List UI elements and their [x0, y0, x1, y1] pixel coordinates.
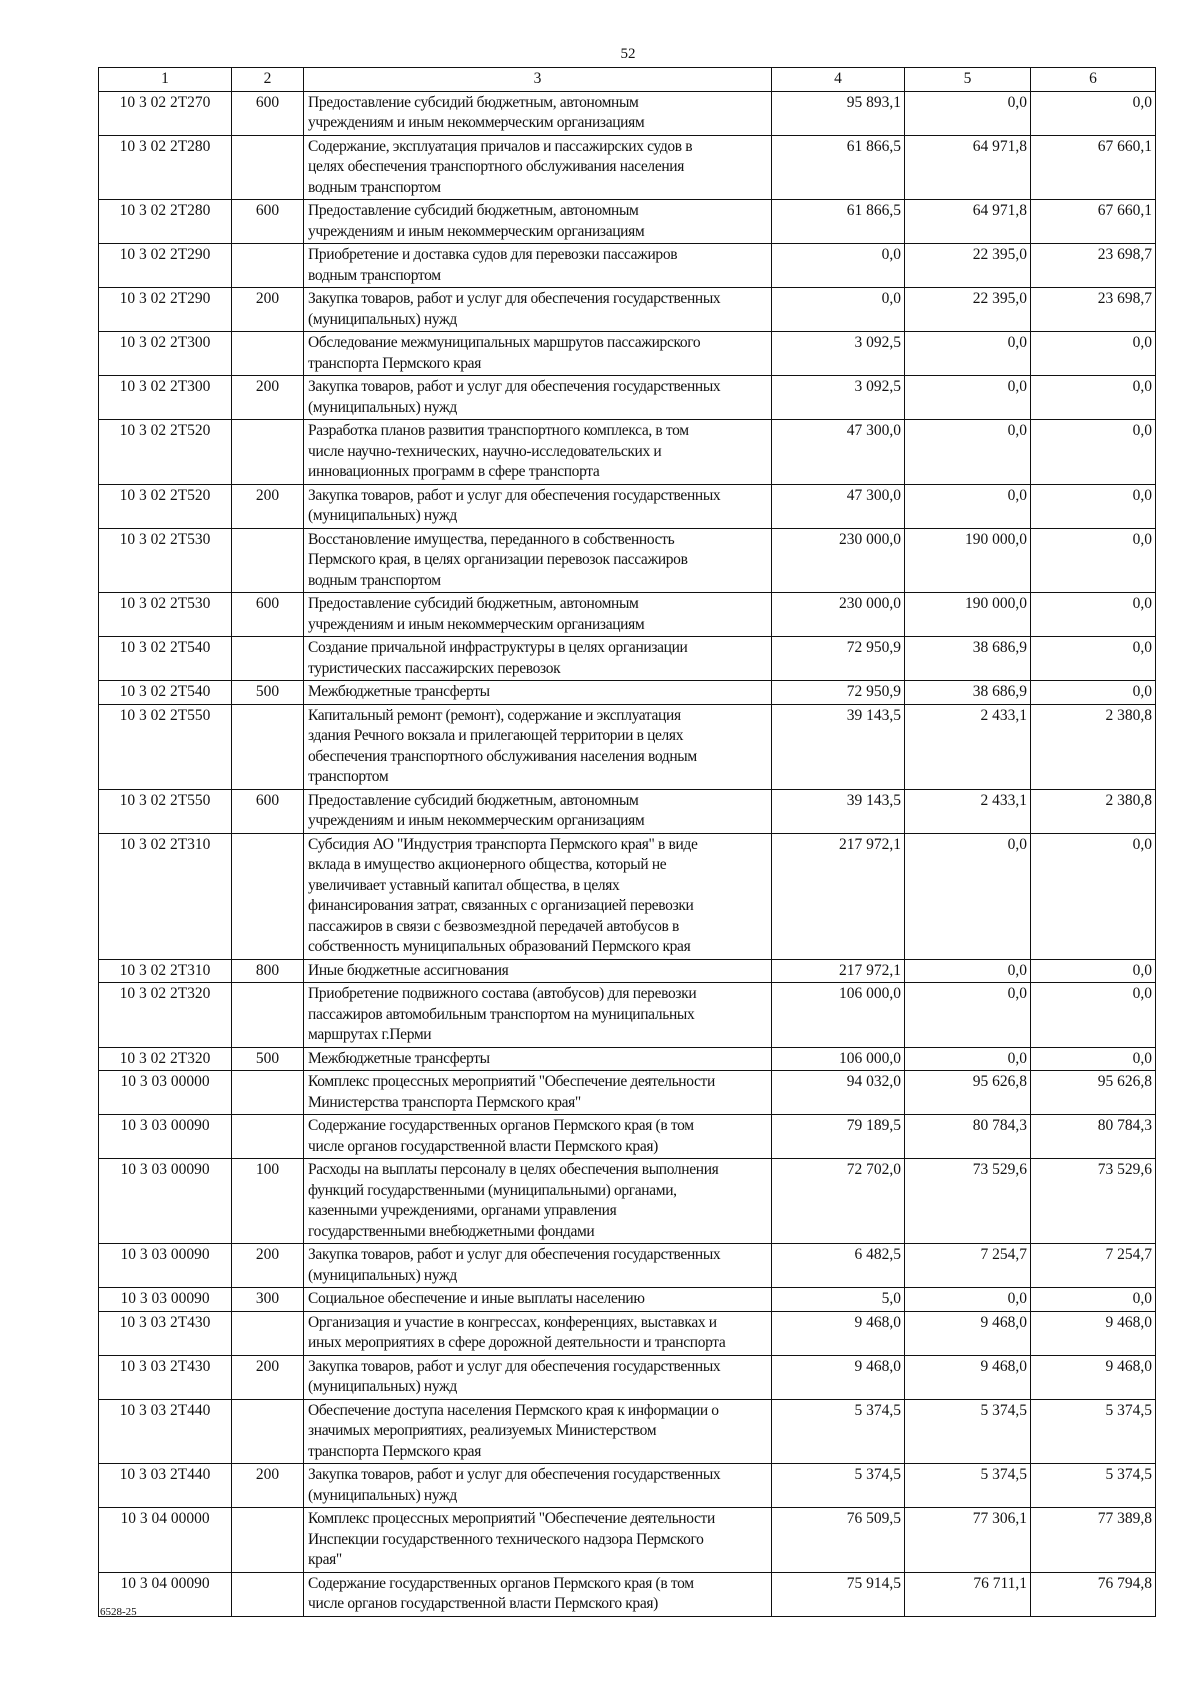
- expense-type-cell: 200: [232, 484, 304, 528]
- target-code-cell: 10 3 02 2Т310: [99, 833, 232, 959]
- value-col4-cell: 61 866,5: [772, 135, 905, 200]
- expense-type-cell: 600: [232, 593, 304, 637]
- value-col4-cell: 9 468,0: [772, 1311, 905, 1355]
- expense-type-cell: [232, 420, 304, 485]
- table-body: [99, 91, 1156, 1616]
- table-row: [99, 681, 1156, 705]
- table-row: [99, 959, 1156, 983]
- expense-type-cell: 600: [232, 200, 304, 244]
- value-col4-cell: 3 092,5: [772, 376, 905, 420]
- value-col6-cell: 80 784,3: [1031, 1115, 1156, 1159]
- expense-type-cell: 500: [232, 681, 304, 705]
- value-col5-cell: 22 395,0: [905, 244, 1031, 288]
- target-code-cell: 10 3 02 2Т530: [99, 593, 232, 637]
- value-col6-cell: 0,0: [1031, 528, 1156, 593]
- target-code-cell: 10 3 02 2Т550: [99, 789, 232, 833]
- expense-type-cell: 100: [232, 1159, 304, 1244]
- description-cell: Комплекс процессных мероприятий "Обеспечение деятельности Министерства транспорта Пермского края": [304, 1071, 772, 1115]
- table-row: [99, 833, 1156, 959]
- table-row: [99, 1311, 1156, 1355]
- target-code-cell: 10 3 03 2Т430: [99, 1355, 232, 1399]
- value-col4-cell: 72 950,9: [772, 637, 905, 681]
- target-code-cell: 10 3 03 2Т430: [99, 1311, 232, 1355]
- target-code-cell: 10 3 03 00090: [99, 1244, 232, 1288]
- description-cell: Обследование межмуниципальных маршрутов пассажирского транспорта Пермского края: [304, 332, 772, 376]
- table-row: [99, 1047, 1156, 1071]
- value-col4-cell: 75 914,5: [772, 1572, 905, 1616]
- value-col5-cell: 2 433,1: [905, 789, 1031, 833]
- value-col5-cell: 0,0: [905, 1288, 1031, 1312]
- target-code-cell: 10 3 02 2Т300: [99, 332, 232, 376]
- value-col4-cell: 106 000,0: [772, 1047, 905, 1071]
- value-col5-cell: 9 468,0: [905, 1355, 1031, 1399]
- table-row: [99, 1288, 1156, 1312]
- table-row: [99, 135, 1156, 200]
- table-row: [99, 1071, 1156, 1115]
- value-col4-cell: 230 000,0: [772, 528, 905, 593]
- value-col6-cell: 0,0: [1031, 91, 1156, 135]
- value-col4-cell: 5 374,5: [772, 1399, 905, 1464]
- description-cell: Межбюджетные трансферты: [304, 1047, 772, 1071]
- value-col5-cell: 64 971,8: [905, 200, 1031, 244]
- table-row: [99, 704, 1156, 789]
- value-col6-cell: 0,0: [1031, 637, 1156, 681]
- value-col4-cell: 5 374,5: [772, 1464, 905, 1508]
- target-code-cell: 10 3 02 2Т290: [99, 244, 232, 288]
- description-cell: Содержание государственных органов Пермского края (в том числе органов государственной власти Пермского края): [304, 1572, 772, 1616]
- target-code-cell: 10 3 03 00090: [99, 1115, 232, 1159]
- value-col4-cell: 106 000,0: [772, 983, 905, 1048]
- value-col5-cell: 73 529,6: [905, 1159, 1031, 1244]
- expense-type-cell: [232, 1071, 304, 1115]
- expense-type-cell: [232, 528, 304, 593]
- value-col6-cell: 7 254,7: [1031, 1244, 1156, 1288]
- value-col5-cell: 0,0: [905, 1047, 1031, 1071]
- table-row: [99, 1244, 1156, 1288]
- target-code-cell: 10 3 02 2Т280: [99, 200, 232, 244]
- value-col4-cell: 3 092,5: [772, 332, 905, 376]
- value-col5-cell: 5 374,5: [905, 1464, 1031, 1508]
- table-row: [99, 983, 1156, 1048]
- value-col5-cell: 0,0: [905, 91, 1031, 135]
- expense-type-cell: [232, 1311, 304, 1355]
- description-cell: Расходы на выплаты персоналу в целях обеспечения выполнения функций государственными (муниципальными) органами, казенными учреждениями, органами управления государственными внебюджетными фондами: [304, 1159, 772, 1244]
- expense-type-cell: [232, 332, 304, 376]
- target-code-cell: 10 3 02 2Т270: [99, 91, 232, 135]
- footer-code: 6528-25: [100, 1606, 137, 1618]
- value-col5-cell: 7 254,7: [905, 1244, 1031, 1288]
- table-row: [99, 244, 1156, 288]
- target-code-cell: 10 3 03 2Т440: [99, 1399, 232, 1464]
- value-col4-cell: 6 482,5: [772, 1244, 905, 1288]
- value-col5-cell: 0,0: [905, 332, 1031, 376]
- value-col5-cell: 5 374,5: [905, 1399, 1031, 1464]
- target-code-cell: 10 3 03 00090: [99, 1288, 232, 1312]
- table-row: [99, 200, 1156, 244]
- table-row: [99, 420, 1156, 485]
- expense-type-cell: 600: [232, 91, 304, 135]
- value-col6-cell: 0,0: [1031, 983, 1156, 1048]
- expense-type-cell: 300: [232, 1288, 304, 1312]
- column-header-1: 1: [99, 68, 232, 92]
- description-cell: Восстановление имущества, переданного в собственность Пермского края, в целях организации перевозок пассажиров водным транспортом: [304, 528, 772, 593]
- value-col5-cell: 95 626,8: [905, 1071, 1031, 1115]
- value-col6-cell: 0,0: [1031, 376, 1156, 420]
- target-code-cell: 10 3 02 2Т280: [99, 135, 232, 200]
- description-cell: Закупка товаров, работ и услуг для обеспечения государственных (муниципальных) нужд: [304, 1464, 772, 1508]
- expense-type-cell: [232, 704, 304, 789]
- value-col4-cell: 217 972,1: [772, 833, 905, 959]
- description-cell: Предоставление субсидий бюджетным, автономным учреждениям и иным некоммерческим организациям: [304, 789, 772, 833]
- expense-type-cell: 500: [232, 1047, 304, 1071]
- table-row: [99, 593, 1156, 637]
- description-cell: Комплекс процессных мероприятий "Обеспечение деятельности Инспекции государственного технического надзора Пермского края": [304, 1508, 772, 1573]
- value-col4-cell: 0,0: [772, 288, 905, 332]
- description-cell: Приобретение подвижного состава (автобусов) для перевозки пассажиров автомобильным транспортом на муниципальных маршрутах г.Перми: [304, 983, 772, 1048]
- description-cell: Предоставление субсидий бюджетным, автономным учреждениям и иным некоммерческим организациям: [304, 200, 772, 244]
- value-col6-cell: 67 660,1: [1031, 135, 1156, 200]
- value-col4-cell: 79 189,5: [772, 1115, 905, 1159]
- value-col6-cell: 77 389,8: [1031, 1508, 1156, 1573]
- value-col4-cell: 95 893,1: [772, 91, 905, 135]
- expense-type-cell: [232, 1508, 304, 1573]
- target-code-cell: 10 3 02 2Т310: [99, 959, 232, 983]
- target-code-cell: 10 3 03 00090: [99, 1159, 232, 1244]
- value-col4-cell: 230 000,0: [772, 593, 905, 637]
- column-header-5: 5: [905, 68, 1031, 92]
- budget-table: [98, 67, 1156, 1617]
- description-cell: Социальное обеспечение и иные выплаты населению: [304, 1288, 772, 1312]
- value-col6-cell: 0,0: [1031, 420, 1156, 485]
- target-code-cell: 10 3 02 2Т530: [99, 528, 232, 593]
- description-cell: Разработка планов развития транспортного комплекса, в том числе научно-технических, научно-исследовательских и инновационных программ в сфере транспорта: [304, 420, 772, 485]
- table-row: [99, 1508, 1156, 1573]
- value-col6-cell: 0,0: [1031, 959, 1156, 983]
- value-col4-cell: 217 972,1: [772, 959, 905, 983]
- target-code-cell: 10 3 02 2Т520: [99, 420, 232, 485]
- table-row: [99, 637, 1156, 681]
- expense-type-cell: 200: [232, 1355, 304, 1399]
- value-col5-cell: 2 433,1: [905, 704, 1031, 789]
- value-col5-cell: 0,0: [905, 833, 1031, 959]
- expense-type-cell: [232, 244, 304, 288]
- description-cell: Закупка товаров, работ и услуг для обеспечения государственных (муниципальных) нужд: [304, 484, 772, 528]
- value-col6-cell: 0,0: [1031, 332, 1156, 376]
- table-row: [99, 1464, 1156, 1508]
- value-col5-cell: 0,0: [905, 484, 1031, 528]
- value-col5-cell: 80 784,3: [905, 1115, 1031, 1159]
- value-col6-cell: 23 698,7: [1031, 288, 1156, 332]
- value-col5-cell: 77 306,1: [905, 1508, 1031, 1573]
- table-row: [99, 288, 1156, 332]
- description-cell: Субсидия АО "Индустрия транспорта Пермского края" в виде вклада в имущество акционерного общества, который не увеличивает уставный капитал общества, в целях финансирования затрат, связанных с организацией перевозки пассажиров в связи с безвозмездной передачей автобусов в собственность муниципальных образований Пермского края: [304, 833, 772, 959]
- table-row: [99, 1572, 1156, 1616]
- expense-type-cell: [232, 637, 304, 681]
- value-col5-cell: 190 000,0: [905, 593, 1031, 637]
- expense-type-cell: [232, 1399, 304, 1464]
- value-col5-cell: 38 686,9: [905, 681, 1031, 705]
- description-cell: Закупка товаров, работ и услуг для обеспечения государственных (муниципальных) нужд: [304, 288, 772, 332]
- expense-type-cell: [232, 1115, 304, 1159]
- value-col4-cell: 72 702,0: [772, 1159, 905, 1244]
- description-cell: Капитальный ремонт (ремонт), содержание и эксплуатация здания Речного вокзала и прилегающей территории в целях обеспечения транспортного обслуживания населения водным транспортом: [304, 704, 772, 789]
- header-row: [99, 68, 1156, 92]
- value-col6-cell: 0,0: [1031, 833, 1156, 959]
- description-cell: Содержание государственных органов Пермского края (в том числе органов государственной власти Пермского края): [304, 1115, 772, 1159]
- expense-type-cell: [232, 833, 304, 959]
- value-col6-cell: 0,0: [1031, 593, 1156, 637]
- expense-type-cell: 200: [232, 376, 304, 420]
- value-col4-cell: 76 509,5: [772, 1508, 905, 1573]
- target-code-cell: 10 3 02 2Т540: [99, 681, 232, 705]
- column-header-6: 6: [1031, 68, 1156, 92]
- expense-type-cell: [232, 1572, 304, 1616]
- value-col6-cell: 95 626,8: [1031, 1071, 1156, 1115]
- value-col4-cell: 39 143,5: [772, 704, 905, 789]
- expense-type-cell: 600: [232, 789, 304, 833]
- value-col4-cell: 72 950,9: [772, 681, 905, 705]
- value-col5-cell: 0,0: [905, 376, 1031, 420]
- description-cell: Закупка товаров, работ и услуг для обеспечения государственных (муниципальных) нужд: [304, 1355, 772, 1399]
- value-col6-cell: 73 529,6: [1031, 1159, 1156, 1244]
- description-cell: Закупка товаров, работ и услуг для обеспечения государственных (муниципальных) нужд: [304, 376, 772, 420]
- value-col5-cell: 0,0: [905, 420, 1031, 485]
- description-cell: Организация и участие в конгрессах, конференциях, выставках и иных мероприятиях в сфере дорожной деятельности и транспорта: [304, 1311, 772, 1355]
- value-col6-cell: 2 380,8: [1031, 704, 1156, 789]
- value-col5-cell: 64 971,8: [905, 135, 1031, 200]
- value-col6-cell: 5 374,5: [1031, 1399, 1156, 1464]
- table-row: [99, 1159, 1156, 1244]
- description-cell: Обеспечение доступа населения Пермского края к информации о значимых мероприятиях, реализуемых Министерством транспорта Пермского края: [304, 1399, 772, 1464]
- expense-type-cell: [232, 135, 304, 200]
- target-code-cell: 10 3 02 2Т290: [99, 288, 232, 332]
- expense-type-cell: 800: [232, 959, 304, 983]
- value-col4-cell: 61 866,5: [772, 200, 905, 244]
- description-cell: Предоставление субсидий бюджетным, автономным учреждениям и иным некоммерческим организациям: [304, 91, 772, 135]
- description-cell: Создание причальной инфраструктуры в целях организации туристических пассажирских перевозок: [304, 637, 772, 681]
- value-col4-cell: 47 300,0: [772, 420, 905, 485]
- target-code-cell: 10 3 02 2Т550: [99, 704, 232, 789]
- table-row: [99, 789, 1156, 833]
- value-col5-cell: 9 468,0: [905, 1311, 1031, 1355]
- value-col6-cell: 0,0: [1031, 484, 1156, 528]
- target-code-cell: 10 3 03 00000: [99, 1071, 232, 1115]
- value-col5-cell: 76 711,1: [905, 1572, 1031, 1616]
- expense-type-cell: 200: [232, 1244, 304, 1288]
- table-row: [99, 1355, 1156, 1399]
- column-header-3: 3: [304, 68, 772, 92]
- table-row: [99, 1115, 1156, 1159]
- value-col5-cell: 0,0: [905, 959, 1031, 983]
- page-number: 52: [620, 46, 636, 62]
- value-col4-cell: 0,0: [772, 244, 905, 288]
- target-code-cell: 10 3 02 2Т300: [99, 376, 232, 420]
- column-header-2: 2: [232, 68, 304, 92]
- value-col6-cell: 0,0: [1031, 1288, 1156, 1312]
- expense-type-cell: 200: [232, 288, 304, 332]
- value-col5-cell: 190 000,0: [905, 528, 1031, 593]
- expense-type-cell: [232, 983, 304, 1048]
- value-col4-cell: 39 143,5: [772, 789, 905, 833]
- value-col4-cell: 47 300,0: [772, 484, 905, 528]
- description-cell: Приобретение и доставка судов для перевозки пассажиров водным транспортом: [304, 244, 772, 288]
- table-row: [99, 1399, 1156, 1464]
- expense-type-cell: 200: [232, 1464, 304, 1508]
- value-col4-cell: 9 468,0: [772, 1355, 905, 1399]
- table-row: [99, 376, 1156, 420]
- value-col6-cell: 67 660,1: [1031, 200, 1156, 244]
- value-col6-cell: 76 794,8: [1031, 1572, 1156, 1616]
- value-col6-cell: 9 468,0: [1031, 1355, 1156, 1399]
- table-row: [99, 528, 1156, 593]
- value-col4-cell: 94 032,0: [772, 1071, 905, 1115]
- value-col6-cell: 23 698,7: [1031, 244, 1156, 288]
- target-code-cell: 10 3 04 00090: [99, 1572, 232, 1616]
- target-code-cell: 10 3 02 2Т320: [99, 983, 232, 1048]
- value-col6-cell: 9 468,0: [1031, 1311, 1156, 1355]
- target-code-cell: 10 3 03 2Т440: [99, 1464, 232, 1508]
- value-col5-cell: 22 395,0: [905, 288, 1031, 332]
- value-col5-cell: 0,0: [905, 983, 1031, 1048]
- table-row: [99, 91, 1156, 135]
- column-header-4: 4: [772, 68, 905, 92]
- value-col6-cell: 0,0: [1031, 1047, 1156, 1071]
- value-col4-cell: 5,0: [772, 1288, 905, 1312]
- table-row: [99, 484, 1156, 528]
- target-code-cell: 10 3 04 00000: [99, 1508, 232, 1573]
- target-code-cell: 10 3 02 2Т520: [99, 484, 232, 528]
- description-cell: Закупка товаров, работ и услуг для обеспечения государственных (муниципальных) нужд: [304, 1244, 772, 1288]
- value-col6-cell: 0,0: [1031, 681, 1156, 705]
- value-col6-cell: 5 374,5: [1031, 1464, 1156, 1508]
- description-cell: Предоставление субсидий бюджетным, автономным учреждениям и иным некоммерческим организациям: [304, 593, 772, 637]
- table-row: [99, 332, 1156, 376]
- target-code-cell: 10 3 02 2Т320: [99, 1047, 232, 1071]
- description-cell: Иные бюджетные ассигнования: [304, 959, 772, 983]
- description-cell: Межбюджетные трансферты: [304, 681, 772, 705]
- value-col6-cell: 2 380,8: [1031, 789, 1156, 833]
- target-code-cell: 10 3 02 2Т540: [99, 637, 232, 681]
- value-col5-cell: 38 686,9: [905, 637, 1031, 681]
- description-cell: Содержание, эксплуатация причалов и пассажирских судов в целях обеспечения транспортного обслуживания населения водным транспортом: [304, 135, 772, 200]
